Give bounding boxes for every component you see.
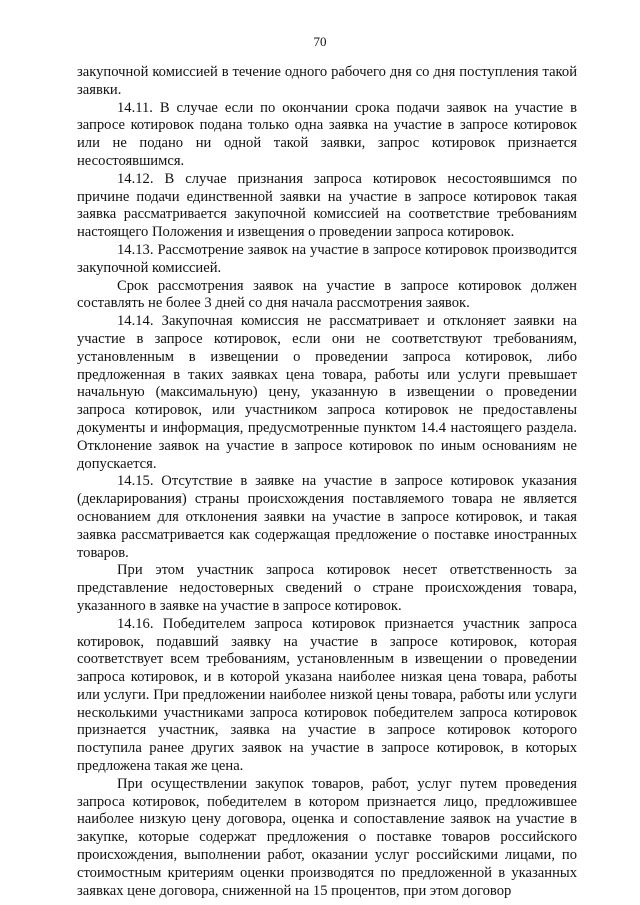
paragraph: 14.11. В случае если по окончании срока подачи заявок на участие в запросе котировок подана только одна заявка на участие в запросе котировок или не подано ни одной такой заявки, запрос котировок признается несостоявшимся. [77,99,577,169]
page-number: 70 [313,34,327,49]
paragraph: При осуществлении закупок товаров, работ, услуг путем проведения запроса котировок, победителем в котором признается лицо, предложившее наиболее низкую цену договора, оценка и сопоставление заявок на участие в закупке, которые содержат предложения о поставке товаров российского происхождения, выполнении работ, оказании услуг российскими лицами, по стоимостным критериям оценки производятся по предложенной в указанных заявках цене договора, сниженной на 15 процентов, при этом договор [77,775,577,899]
paragraph: 14.14. Закупочная комиссия не рассматривает и отклоняет заявки на участие в запросе котировок, если они не соответствуют требованиям, установленным в извещении о проведении запроса котировок, либо предложенная в таких заявках цена товара, работы или услуги превышает начальную (максимальную) цену, указанную в извещении о проведении запроса котировок, или участником запроса котировок не предоставлены документы и информация, предусмотренные пунктом 14.4 настоящего раздела. Отклонение заявок на участие в запросе котировок по иным основаниям не допускается. [77,313,577,472]
paragraph: При этом участник запроса котировок несет ответственность за представление недостоверных сведений о стране происхождения товара, указанного в заявке на участие в запросе котировок. [77,562,577,614]
paragraph: закупочной комиссией в течение одного рабочего дня со дня поступления такой заявки. [77,64,577,98]
paragraph: 14.15. Отсутствие в заявке на участие в запросе котировок указания (декларирования) страны происхождения поставляемого товара не является основанием для отклонения заявки на участие в запросе котировок, и такая заявка рассматривается как содержащая предложение о поставке иностранных товаров. [77,473,577,561]
paragraph: 14.12. В случае признания запроса котировок несостоявшимся по причине подачи единственной заявки на участие в запросе котировок такая заявка рассматривается закупочной комиссией на соответствие требованиям настоящего Положения и извещения о проведении запроса котировок. [77,170,577,241]
document-body [77,64,577,900]
paragraph: Срок рассмотрения заявок на участие в запросе котировок должен составлять не более 3 дней со дня начала рассмотрения заявок. [77,277,577,312]
paragraph: 14.13. Рассмотрение заявок на участие в запросе котировок производится закупочной комиссией. [77,241,577,276]
paragraph: 14.16. Победителем запроса котировок признается участник запроса котировок, подавший заявку на участие в запросе котировок, которая соответствует всем требованиям, установленным в извещении о проведении запроса котировок, и в которой указана наиболее низкая цена товара, работы или услуги. При предложении наиболее низкой цены товара, работы или услуги несколькими участниками запроса котировок победителем запроса котировок признается участник, заявка на участие в запросе котировок которого поступила ранее других заявок на участие в запросе котировок, в которых предложена такая же цена. [77,615,577,775]
